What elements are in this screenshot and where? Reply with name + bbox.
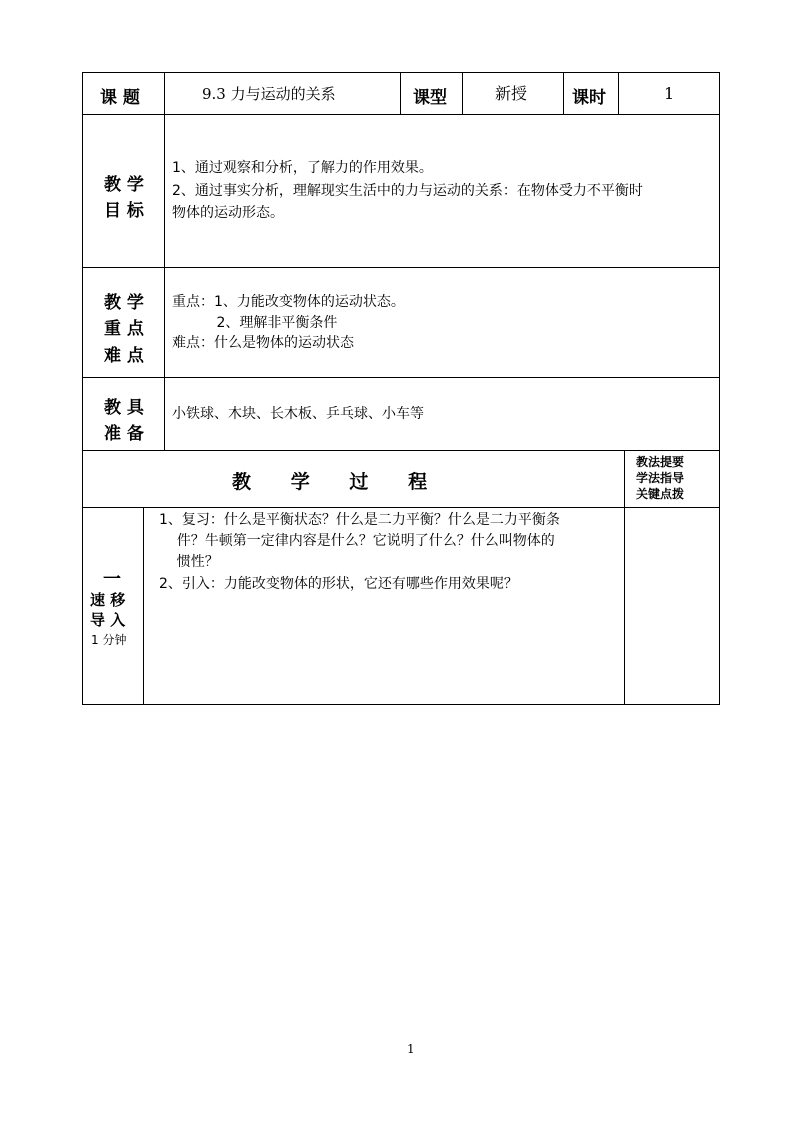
section-line: 件？牛顿第一定律内容是什么？它说明了什么？什么叫物体的 — [159, 533, 555, 549]
row-divider — [82, 267, 720, 268]
keypoints-label-line3: 难 点 — [104, 346, 144, 366]
materials-label-line1: 教 具 — [104, 398, 144, 418]
col-divider — [563, 72, 564, 115]
col-divider — [462, 72, 463, 115]
keypoints-line: 重点：1、力能改变物体的运动状态。 — [172, 294, 405, 310]
process-title: 教 学 过 程 — [232, 471, 428, 493]
section-number: 一 — [103, 569, 121, 590]
col-divider — [164, 114, 165, 451]
section-title-line2: 导 入 — [90, 611, 126, 629]
col-divider — [618, 72, 619, 115]
topic-value: 9.3 力与运动的关系 — [202, 85, 336, 103]
row-divider — [82, 114, 720, 115]
section-line: 惯性？ — [159, 554, 219, 570]
topic-label: 课 题 — [100, 88, 140, 108]
section-title-line1: 速 移 — [90, 591, 126, 609]
col-divider — [400, 72, 401, 115]
process-side-line1: 教法提要 — [636, 455, 685, 469]
materials-label-line2: 准 备 — [104, 424, 144, 444]
hours-value: 1 — [664, 84, 675, 103]
keypoints-line: 难点：什么是物体的运动状态 — [172, 335, 354, 351]
type-label: 课型 — [413, 88, 447, 108]
col-divider — [143, 507, 144, 705]
hours-label: 课时 — [572, 88, 606, 108]
table-border-right — [719, 72, 720, 705]
col-divider — [164, 72, 165, 115]
type-value: 新授 — [495, 84, 528, 103]
table-border-top — [82, 72, 720, 73]
keypoints-label-line2: 重 点 — [104, 319, 144, 339]
section-duration: 1 分钟 — [91, 633, 127, 647]
process-side-line2: 学法指导 — [636, 471, 685, 485]
page-number: 1 — [407, 1042, 415, 1056]
materials-text: 小铁球、木块、长木板、乒乓球、小车等 — [172, 406, 424, 422]
process-side-line3: 关键点拨 — [636, 487, 685, 501]
row-divider — [82, 377, 720, 378]
objectives-line: 1、通过观察和分析，了解力的作用效果。 — [172, 160, 433, 176]
table-border-left — [82, 72, 83, 705]
objectives-line: 2、通过事实分析，理解现实生活中的力与运动的关系：在物体受力不平衡时 — [172, 183, 643, 199]
keypoints-label-line1: 教 学 — [104, 293, 144, 313]
objectives-label-line1: 教 学 — [104, 175, 144, 195]
objectives-label-line2: 目 标 — [104, 201, 144, 221]
section-line: 2、引入：力能改变物体的形状，它还有哪些作用效果呢？ — [159, 576, 518, 592]
col-divider — [624, 450, 625, 705]
keypoints-line: 2、理解非平衡条件 — [172, 315, 338, 331]
objectives-line: 物体的运动形态。 — [172, 205, 284, 221]
section-line: 1、复习：什么是平衡状态？什么是二力平衡？什么是二力平衡条 — [159, 512, 560, 528]
